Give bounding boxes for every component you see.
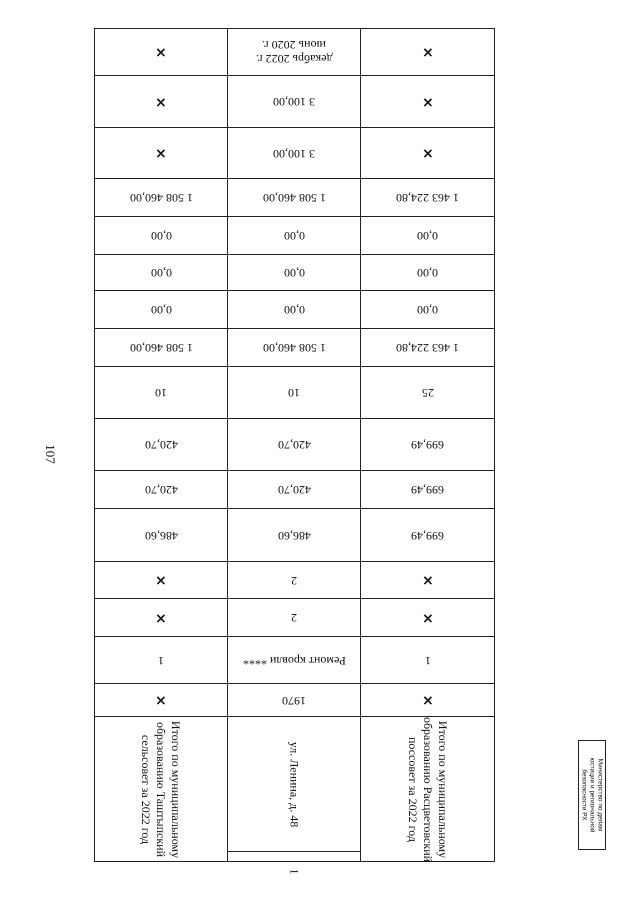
table-row	[95, 418, 495, 471]
table-cell: ×	[94, 598, 228, 637]
address-subcell: ул. Ленина, д. 48	[287, 741, 302, 828]
table-cell: 1	[360, 636, 495, 684]
data-table	[95, 28, 495, 875]
table-cell: Ремонт кровли ****	[227, 636, 361, 684]
page-number: 107	[43, 444, 58, 464]
table-cell: ×	[94, 561, 228, 599]
table-cell: 699,49	[360, 418, 495, 471]
table-cell: 1 508 460,00	[227, 328, 361, 367]
table-cell: 3 100,00	[227, 127, 361, 179]
table-cell: ×	[360, 683, 495, 717]
table-row	[95, 290, 495, 329]
table-cell: 25	[360, 366, 495, 419]
table-cell: 420,70	[94, 418, 228, 471]
table-cell: 0,00	[227, 216, 361, 255]
table-cell: 3 100,00	[227, 75, 361, 128]
table-cell: 0,00	[94, 216, 228, 255]
table-cell: 0,00	[360, 216, 495, 255]
table-cell: 2	[227, 598, 361, 637]
table-cell: 0,00	[227, 254, 361, 291]
table-row	[95, 636, 495, 684]
table-cell: 1970	[227, 683, 361, 717]
table-cell: 1 508 460,00	[94, 328, 228, 367]
table-row	[95, 178, 495, 217]
table-cell: 1 508 460,00	[227, 178, 361, 217]
table-cell: 1	[94, 636, 228, 684]
table-cell: 420,70	[94, 470, 228, 509]
table-cell: 2	[227, 561, 361, 599]
table-row	[95, 598, 495, 637]
ministry-stamp: Министерство по делам юстиции и региональной безопасности РХ	[578, 740, 606, 850]
table-cell: 0,00	[360, 254, 495, 291]
table-cell: 0,00	[227, 290, 361, 329]
table-cell: июнь 2020 г. декабрь 2022 г.	[227, 28, 361, 76]
table-row	[95, 508, 495, 562]
table-row	[95, 216, 495, 255]
table-cell: 486,60	[94, 508, 228, 562]
table-cell: Итого по муниципальному образованию Расцветовский поссовет за 2022 год	[360, 716, 495, 862]
table-cell: ×	[94, 75, 228, 128]
table-cell: 699,49	[360, 508, 495, 562]
table-cell: ×	[360, 75, 495, 128]
table-cell: 1 463 224,80	[360, 178, 495, 217]
table-cell: 0,00	[94, 290, 228, 329]
table-row	[95, 470, 495, 509]
table-cell: 0,00	[360, 290, 495, 329]
table-cell: 1 508 460,00	[94, 178, 228, 217]
table-row	[95, 75, 495, 128]
table-row	[95, 366, 495, 419]
number-subcell: 1	[228, 851, 360, 891]
table-cell: 420,70	[227, 418, 361, 471]
table-row	[95, 127, 495, 179]
table-row	[95, 328, 495, 367]
table-cell: Итого по муниципальному образованию Таштыпский сельсовет за 2022 год	[94, 716, 228, 862]
table-cell: 10	[94, 366, 228, 419]
table-cell: 0,00	[94, 254, 228, 291]
table-cell: 10	[227, 366, 361, 419]
table-cell	[227, 716, 361, 875]
table-cell: 1 463 224,80	[360, 328, 495, 367]
table-cell: 486,60	[227, 508, 361, 562]
table-row	[95, 716, 495, 875]
table-row	[95, 683, 495, 717]
table-cell: ×	[360, 561, 495, 599]
table-cell: ×	[94, 127, 228, 179]
table-cell: ×	[360, 28, 495, 76]
table-cell: ×	[94, 683, 228, 717]
table-cell: 699,49	[360, 470, 495, 509]
table-cell: ×	[94, 28, 228, 76]
table-row	[95, 254, 495, 291]
table-row	[95, 561, 495, 599]
table-cell: 420,70	[227, 470, 361, 509]
table-cell: ×	[360, 598, 495, 637]
table-cell: ×	[360, 127, 495, 179]
table-row	[95, 28, 495, 76]
